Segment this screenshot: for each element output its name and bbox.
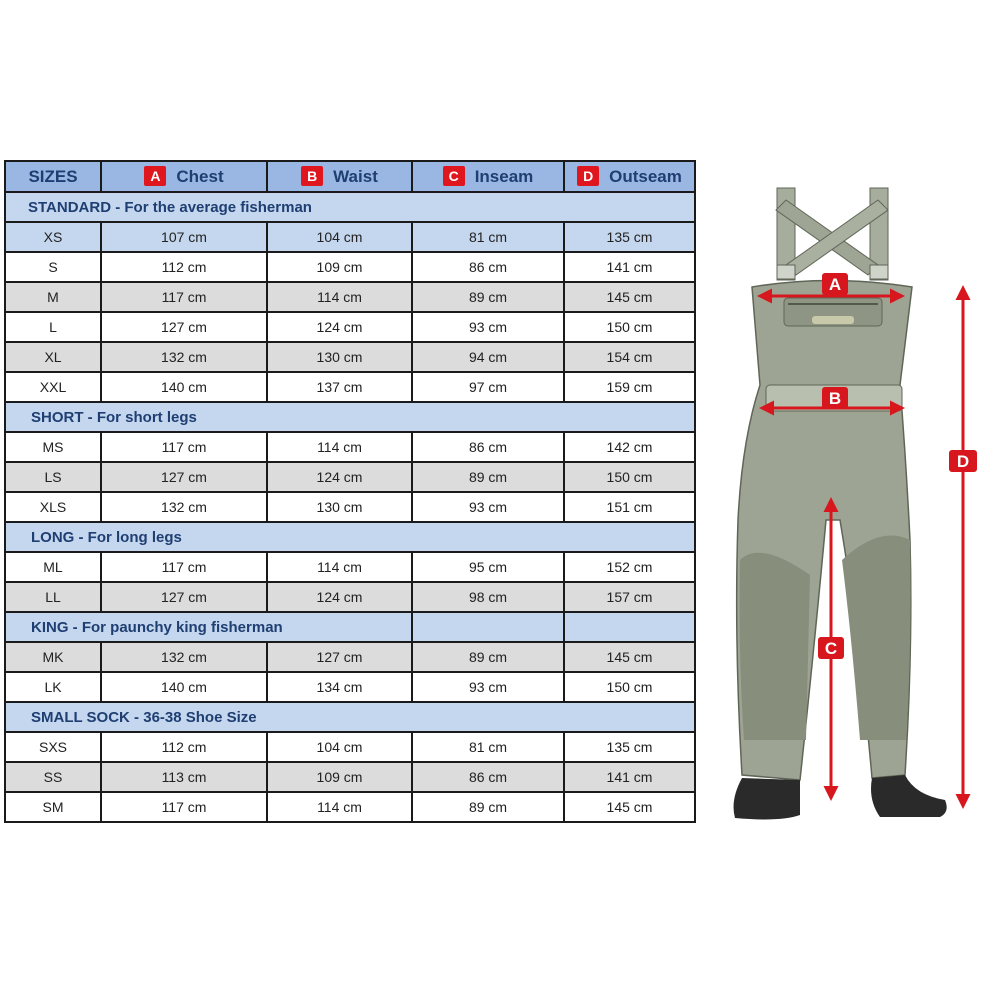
size-cell: XXL: [5, 372, 101, 402]
inseam-cell: 95 cm: [412, 552, 564, 582]
inseam-header-label: Inseam: [474, 167, 534, 186]
outseam-badge: D: [577, 166, 599, 186]
size-cell: SS: [5, 762, 101, 792]
table-row: [5, 762, 695, 792]
inseam-cell: 86 cm: [412, 432, 564, 462]
left-boot: [734, 778, 800, 819]
group-spacer-cell: [412, 612, 564, 642]
chest-cell: 117 cm: [101, 282, 267, 312]
outseam-header: [564, 161, 695, 192]
group-row-standard: [5, 192, 695, 222]
chest-cell: 117 cm: [101, 552, 267, 582]
size-cell: LS: [5, 462, 101, 492]
outseam-cell: 151 cm: [564, 492, 695, 522]
suspender-straps: [776, 188, 888, 280]
table-row: [5, 462, 695, 492]
group-title: SMALL SOCK - 36-38 Shoe Size: [5, 702, 695, 732]
waist-cell: 114 cm: [267, 552, 412, 582]
group-row-small-sock: [5, 702, 695, 732]
chest-cell: 113 cm: [101, 762, 267, 792]
chest-cell: 117 cm: [101, 432, 267, 462]
waist-cell: 134 cm: [267, 672, 412, 702]
inseam-cell: 81 cm: [412, 732, 564, 762]
outseam-cell: 150 cm: [564, 312, 695, 342]
inseam-cell: 86 cm: [412, 252, 564, 282]
table-row: [5, 432, 695, 462]
waist-cell: 130 cm: [267, 492, 412, 522]
chest-cell: 132 cm: [101, 342, 267, 372]
outseam-cell: 135 cm: [564, 732, 695, 762]
outseam-cell: 159 cm: [564, 372, 695, 402]
waist-marker-label: B: [828, 389, 842, 408]
size-cell: M: [5, 282, 101, 312]
size-cell: S: [5, 252, 101, 282]
table-row: [5, 252, 695, 282]
inseam-header: [412, 161, 564, 192]
group-row-king: [5, 612, 695, 642]
table-row: [5, 282, 695, 312]
group-title: LONG - For long legs: [5, 522, 695, 552]
inseam-cell: 93 cm: [412, 312, 564, 342]
chest-cell: 107 cm: [101, 222, 267, 252]
inseam-cell: 89 cm: [412, 282, 564, 312]
header-row: [5, 161, 695, 192]
waist-cell: 109 cm: [267, 252, 412, 282]
outseam-header-label: Outseam: [609, 167, 682, 186]
inseam-badge: C: [443, 166, 465, 186]
size-cell: XL: [5, 342, 101, 372]
waist-cell: 109 cm: [267, 762, 412, 792]
waist-cell: 104 cm: [267, 222, 412, 252]
chest-cell: 140 cm: [101, 372, 267, 402]
group-row-long: [5, 522, 695, 552]
size-chart-table: [4, 160, 696, 823]
table-row: [5, 732, 695, 762]
waist-cell: 114 cm: [267, 282, 412, 312]
waist-cell: 114 cm: [267, 432, 412, 462]
waist-cell: 137 cm: [267, 372, 412, 402]
waist-cell: 114 cm: [267, 792, 412, 822]
waist-cell: 124 cm: [267, 582, 412, 612]
inseam-cell: 89 cm: [412, 462, 564, 492]
table-row: [5, 372, 695, 402]
size-cell: MK: [5, 642, 101, 672]
size-cell: SM: [5, 792, 101, 822]
outseam-marker-label: D: [956, 452, 970, 471]
size-cell: LL: [5, 582, 101, 612]
table-row: [5, 342, 695, 372]
waist-cell: 104 cm: [267, 732, 412, 762]
table-row: [5, 222, 695, 252]
table-row: [5, 582, 695, 612]
outseam-cell: 154 cm: [564, 342, 695, 372]
table-row: [5, 672, 695, 702]
size-cell: MS: [5, 432, 101, 462]
chest-cell: 112 cm: [101, 732, 267, 762]
outseam-cell: 145 cm: [564, 642, 695, 672]
inseam-marker-label: C: [824, 639, 838, 658]
outseam-cell: 150 cm: [564, 672, 695, 702]
waist-cell: 127 cm: [267, 642, 412, 672]
inseam-cell: 93 cm: [412, 672, 564, 702]
table-row: [5, 552, 695, 582]
table-row: [5, 642, 695, 672]
outseam-cell: 145 cm: [564, 792, 695, 822]
group-spacer-cell: [564, 612, 695, 642]
inseam-cell: 98 cm: [412, 582, 564, 612]
chest-cell: 127 cm: [101, 462, 267, 492]
right-boot: [871, 775, 947, 817]
table-row: [5, 492, 695, 522]
outseam-cell: 150 cm: [564, 462, 695, 492]
chest-cell: 127 cm: [101, 312, 267, 342]
inseam-cell: 89 cm: [412, 792, 564, 822]
knee-patch: [740, 553, 811, 740]
size-cell: XLS: [5, 492, 101, 522]
group-title: KING - For paunchy king fisherman: [5, 612, 412, 642]
chest-cell: 117 cm: [101, 792, 267, 822]
wader-illustration: [700, 170, 1000, 850]
waist-cell: 130 cm: [267, 342, 412, 372]
group-row-short: [5, 402, 695, 432]
inseam-cell: 81 cm: [412, 222, 564, 252]
chest-cell: 127 cm: [101, 582, 267, 612]
chest-marker-label: A: [828, 275, 842, 294]
inseam-cell: 97 cm: [412, 372, 564, 402]
sizes-header: SIZES: [5, 161, 101, 192]
waist-header: [267, 161, 412, 192]
outseam-cell: 141 cm: [564, 762, 695, 792]
chest-header-label: Chest: [176, 167, 224, 186]
outseam-cell: 152 cm: [564, 552, 695, 582]
outseam-cell: 142 cm: [564, 432, 695, 462]
size-cell: LK: [5, 672, 101, 702]
table-row: [5, 792, 695, 822]
inseam-cell: 89 cm: [412, 642, 564, 672]
waist-cell: 124 cm: [267, 462, 412, 492]
outseam-cell: 141 cm: [564, 252, 695, 282]
size-cell: L: [5, 312, 101, 342]
size-cell: XS: [5, 222, 101, 252]
chest-cell: 132 cm: [101, 642, 267, 672]
size-cell: SXS: [5, 732, 101, 762]
outseam-cell: 145 cm: [564, 282, 695, 312]
waist-header-label: Waist: [333, 167, 378, 186]
inseam-cell: 86 cm: [412, 762, 564, 792]
waist-cell: 124 cm: [267, 312, 412, 342]
outseam-cell: 157 cm: [564, 582, 695, 612]
chest-header: [101, 161, 267, 192]
chest-badge: A: [144, 166, 166, 186]
knee-patch: [842, 536, 911, 741]
group-title: STANDARD - For the average fisherman: [5, 192, 695, 222]
logo-patch: [812, 316, 854, 324]
waist-badge: B: [301, 166, 323, 186]
size-cell: ML: [5, 552, 101, 582]
group-title: SHORT - For short legs: [5, 402, 695, 432]
table-row: [5, 312, 695, 342]
inseam-cell: 94 cm: [412, 342, 564, 372]
chest-cell: 112 cm: [101, 252, 267, 282]
chest-cell: 132 cm: [101, 492, 267, 522]
outseam-cell: 135 cm: [564, 222, 695, 252]
chest-cell: 140 cm: [101, 672, 267, 702]
inseam-cell: 93 cm: [412, 492, 564, 522]
